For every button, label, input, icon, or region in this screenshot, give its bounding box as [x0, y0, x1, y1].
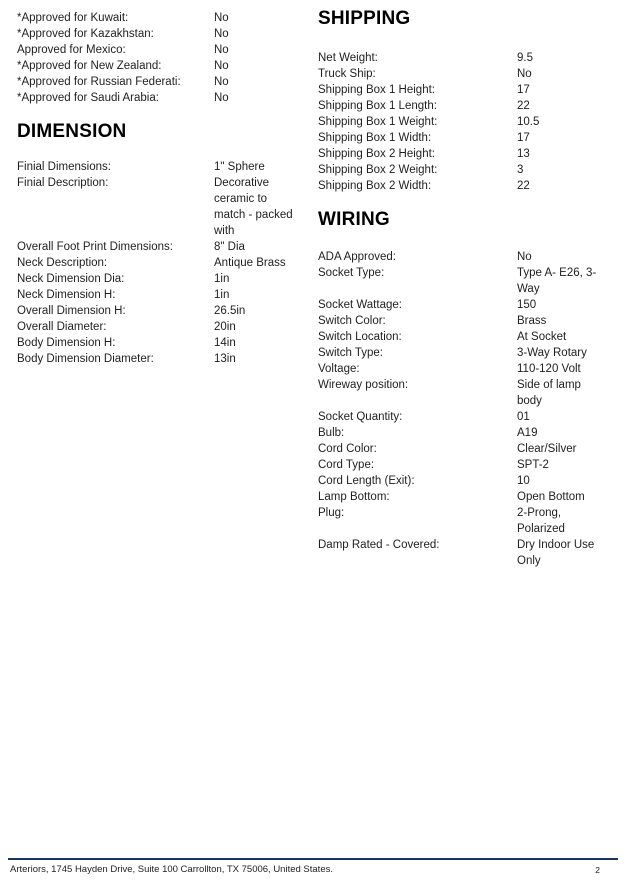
spec-row	[318, 146, 618, 162]
spec-value: 10	[517, 475, 530, 487]
spec-value: Antique Brass	[214, 257, 286, 269]
spec-label: Switch Location:	[318, 331, 402, 343]
spec-label: Socket Type:	[318, 267, 385, 279]
spec-row	[17, 271, 309, 287]
spec-row	[17, 42, 309, 58]
spec-row	[318, 345, 618, 361]
spec-value: 8" Dia	[214, 241, 245, 253]
spec-value: At Socket	[517, 331, 567, 343]
spec-label: Approved for Mexico:	[17, 44, 126, 56]
spec-value: No	[214, 28, 229, 40]
spec-label: Body Dimension Diameter:	[17, 353, 154, 365]
right-column	[318, 6, 618, 569]
spec-value: Type A- E26, 3-Way	[517, 267, 597, 295]
spec-row	[318, 178, 618, 194]
spec-value: 13in	[214, 353, 236, 365]
spec-row	[318, 361, 618, 377]
spec-label: Shipping Box 2 Width:	[318, 180, 432, 192]
spec-value: 17	[517, 84, 530, 96]
spec-row	[17, 58, 309, 74]
spec-value: 22	[517, 100, 530, 112]
spec-row	[318, 409, 618, 425]
spec-row	[318, 130, 618, 146]
section-title-wiring: WIRING	[318, 209, 390, 230]
footer-rule	[8, 858, 618, 860]
spec-value: 14in	[214, 337, 236, 349]
spec-label: Cord Length (Exit):	[318, 475, 415, 487]
spec-value: Brass	[517, 315, 547, 327]
spec-label: ADA Approved:	[318, 251, 396, 263]
spec-row	[17, 26, 309, 42]
spec-value: 3	[517, 164, 524, 176]
spec-label: Truck Ship:	[318, 68, 376, 80]
spec-value: 17	[517, 132, 530, 144]
spec-label: Neck Dimension H:	[17, 289, 116, 301]
spec-value: Side of lamp body	[517, 379, 581, 407]
spec-value: Open Bottom	[517, 491, 585, 503]
spec-label: Damp Rated - Covered:	[318, 539, 440, 551]
spec-label: Neck Description:	[17, 257, 108, 269]
spec-row	[318, 313, 618, 329]
spec-row	[318, 537, 618, 569]
spec-label: Wireway position:	[318, 379, 409, 391]
spec-value: 26.5in	[214, 305, 246, 317]
spec-row	[17, 10, 309, 26]
spec-row	[17, 255, 309, 271]
spec-value: No	[517, 251, 532, 263]
spec-label: Cord Color:	[318, 443, 377, 455]
spec-row	[318, 98, 618, 114]
spec-label: Net Weight:	[318, 52, 378, 64]
section-title-shipping: SHIPPING	[318, 8, 411, 29]
spec-label: Finial Dimensions:	[17, 161, 111, 173]
spec-label: *Approved for Kazakhstan:	[17, 28, 154, 40]
spec-value: 150	[517, 299, 537, 311]
spec-label: *Approved for Kuwait:	[17, 12, 129, 24]
spec-label: Body Dimension H:	[17, 337, 116, 349]
spec-row	[318, 249, 618, 265]
spec-row	[318, 297, 618, 313]
spec-value: 22	[517, 180, 530, 192]
spec-row	[17, 351, 309, 367]
spec-row	[17, 287, 309, 303]
spec-value: 3-Way Rotary	[517, 347, 587, 359]
spec-row	[17, 159, 309, 175]
spec-value: No	[214, 60, 229, 72]
spec-row	[318, 50, 618, 66]
approvals-list	[17, 10, 309, 106]
spec-label: Overall Foot Print Dimensions:	[17, 241, 173, 253]
page-number: 2	[595, 865, 600, 875]
shipping-list	[318, 50, 618, 194]
spec-value: 01	[517, 411, 530, 423]
spec-label: Shipping Box 1 Length:	[318, 100, 437, 112]
spec-label: Voltage:	[318, 363, 360, 375]
spec-row	[17, 90, 309, 106]
spec-row	[318, 114, 618, 130]
spec-label: Lamp Bottom:	[318, 491, 390, 503]
spec-row	[318, 505, 618, 537]
spec-value: Dry Indoor Use Only	[517, 539, 595, 567]
spec-row	[17, 335, 309, 351]
spec-value: 1" Sphere	[214, 161, 265, 173]
spec-label: Socket Quantity:	[318, 411, 403, 423]
spec-value: 1in	[214, 273, 230, 285]
spec-label: Cord Type:	[318, 459, 375, 471]
spec-row	[17, 175, 309, 239]
spec-value: A19	[517, 427, 538, 439]
spec-label: Overall Diameter:	[17, 321, 107, 333]
dimension-list	[17, 159, 309, 367]
spec-value: Decorative ceramic to match - packed with	[214, 177, 293, 237]
spec-label: *Approved for Russian Federati:	[17, 76, 181, 88]
spec-value: Clear/Silver	[517, 443, 577, 455]
spec-label: Switch Type:	[318, 347, 383, 359]
spec-row	[17, 74, 309, 90]
spec-row	[318, 457, 618, 473]
spec-label: Shipping Box 2 Height:	[318, 148, 435, 160]
spec-value: 1in	[214, 289, 230, 301]
section-title-dimension: DIMENSION	[17, 121, 127, 142]
spec-label: Bulb:	[318, 427, 345, 439]
spec-row	[318, 441, 618, 457]
wiring-list	[318, 249, 618, 569]
spec-row	[17, 319, 309, 335]
spec-label: Shipping Box 1 Weight:	[318, 116, 438, 128]
spec-label: Overall Dimension H:	[17, 305, 126, 317]
spec-row	[17, 239, 309, 255]
spec-label: Shipping Box 1 Height:	[318, 84, 435, 96]
spec-value: 13	[517, 148, 530, 160]
spec-value: 10.5	[517, 116, 540, 128]
spec-label: Plug:	[318, 507, 345, 519]
spec-value: No	[214, 76, 229, 88]
spec-label: *Approved for New Zealand:	[17, 60, 162, 72]
spec-row	[318, 82, 618, 98]
spec-row	[318, 66, 618, 82]
spec-row	[318, 425, 618, 441]
spec-value: 20in	[214, 321, 236, 333]
left-column	[17, 10, 309, 367]
spec-row	[17, 303, 309, 319]
spec-row	[318, 265, 618, 297]
spec-value: No	[214, 12, 229, 24]
spec-row	[318, 473, 618, 489]
spec-label: *Approved for Saudi Arabia:	[17, 92, 159, 104]
footer-address: Arteriors, 1745 Hayden Drive, Suite 100 Carrollton, TX 75006, United States.	[10, 864, 333, 875]
spec-label: Neck Dimension Dia:	[17, 273, 125, 285]
spec-value: 9.5	[517, 52, 533, 64]
spec-value: SPT-2	[517, 459, 549, 471]
spec-row	[318, 329, 618, 345]
spec-value: 2-Prong, Polarized	[517, 507, 565, 535]
spec-value: No	[214, 92, 229, 104]
spec-value: No	[214, 44, 229, 56]
spec-row	[318, 489, 618, 505]
spec-row	[318, 377, 618, 409]
spec-label: Socket Wattage:	[318, 299, 402, 311]
spec-label: Shipping Box 2 Weight:	[318, 164, 438, 176]
spec-row	[318, 162, 618, 178]
spec-label: Finial Description:	[17, 177, 109, 189]
spec-value: No	[517, 68, 532, 80]
spec-label: Shipping Box 1 Width:	[318, 132, 432, 144]
spec-label: Switch Color:	[318, 315, 386, 327]
spec-value: 110-120 Volt	[517, 363, 581, 375]
